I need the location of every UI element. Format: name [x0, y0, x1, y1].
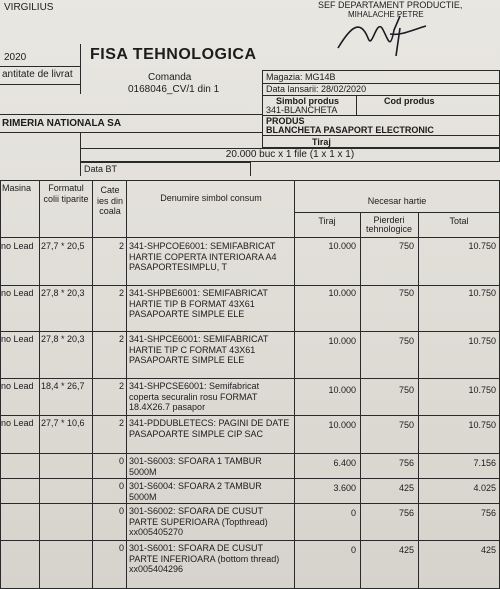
simbol-produs-label: Simbol produs [276, 96, 339, 106]
row-pierderi: 750 [398, 288, 414, 298]
row-tiraj: 10.000 [328, 336, 356, 346]
comanda-label: Comanda [148, 72, 192, 83]
col-denumire: Denumire simbol consum [160, 193, 262, 203]
department-label: SEF DEPARTAMENT PRODUCTIE, [318, 0, 463, 10]
produs-value: BLANCHETA PASAPORT ELECTRONIC [266, 125, 434, 135]
row-tiraj: 0 [350, 545, 356, 555]
row-denumire: 341-SHPCSE6001: Semifabricat coperta securalin rosu FORMAT 18.4X26.7 pasapor [129, 381, 260, 412]
row-pierderi: 750 [398, 420, 414, 430]
row-pierderi: 750 [398, 241, 414, 251]
row-masina: no Lead [1, 288, 34, 298]
row-total: 4.025 [473, 483, 496, 493]
row-total: 10.750 [468, 288, 496, 298]
comanda-value: 0168046_CV/1 din 1 [128, 84, 220, 95]
row-format: 18,4 * 26,7 [41, 381, 85, 391]
data-lansarii: Data lansarii: 28/02/2020 [266, 84, 367, 94]
row-cate: 0 [118, 506, 124, 516]
row-masina: no Lead [1, 381, 34, 391]
col-total: Total [449, 216, 469, 226]
row-cate: 0 [118, 481, 124, 491]
row-masina: no Lead [1, 241, 34, 251]
row-tiraj: 10.000 [328, 288, 356, 298]
row-total: 7.156 [473, 458, 496, 468]
data-bt: Data BT [84, 164, 118, 174]
client-name: RIMERIA NATIONALA SA [2, 118, 122, 129]
row-tiraj: 10.000 [328, 241, 356, 251]
signature-mark [330, 8, 440, 64]
row-cate: 2 [118, 381, 124, 391]
row-format: 27,7 * 10,6 [41, 418, 85, 428]
row-pierderi: 756 [398, 508, 414, 518]
row-format: 27,8 * 20,3 [41, 288, 85, 298]
row-total: 425 [480, 545, 496, 555]
row-format: 27,8 * 20,3 [41, 334, 85, 344]
row-cate: 2 [118, 334, 124, 344]
col-masina: Masina [2, 183, 32, 193]
row-denumire: 341-SHPCE6001: SEMIFABRICAT HARTIE TIP C FORMAT 43X61 PASAPOARTE SIMPLE ELE [129, 334, 269, 365]
company-name: VIRGILIUS [4, 2, 54, 13]
row-cate: 2 [118, 241, 124, 251]
row-pierderi: 425 [398, 483, 414, 493]
row-pierderi: 425 [398, 545, 414, 555]
row-tiraj: 3.600 [333, 483, 356, 493]
row-tiraj: 10.000 [328, 420, 356, 430]
row-denumire: 301-S6003: SFOARA 1 TAMBUR 5000M [129, 456, 262, 477]
row-masina: no Lead [1, 418, 34, 428]
row-total: 10.750 [468, 336, 496, 346]
row-tiraj: 10.000 [328, 385, 356, 395]
tiraj-value: 20.000 buc x 1 file (1 x 1 x 1) [225, 149, 355, 160]
row-cate: 0 [118, 456, 124, 466]
page-title: FISA TEHNOLOGICA [90, 46, 257, 63]
row-tiraj: 6.400 [333, 458, 356, 468]
col-cate: Cate ies din coala [96, 185, 123, 216]
row-total: 10.750 [468, 420, 496, 430]
row-denumire: 341-SHPCOE6001: SEMIFABRICAT HARTIE COPERTA INTERIOARA A4 PASAPORTESIMPLU, T [129, 241, 277, 272]
magazia: Magazia: MG14B [266, 72, 336, 82]
produs-label: PRODUS [266, 116, 305, 126]
cantitate-label: antitate de livrat [2, 69, 73, 80]
row-pierderi: 756 [398, 458, 414, 468]
row-total: 756 [480, 508, 496, 518]
col-format: Formatul colii tiparite [43, 183, 89, 204]
row-denumire: 301-S6001: SFOARA DE CUSUT PARTE INFERIOARA (bottom thread) xx005404296 [129, 543, 280, 574]
row-total: 10.750 [468, 241, 496, 251]
row-denumire: 301-S6004: SFOARA 2 TAMBUR 5000M [129, 481, 262, 502]
row-format: 27,7 * 20,5 [41, 241, 85, 251]
cod-produs-label: Cod produs [384, 96, 435, 106]
row-pierderi: 750 [398, 336, 414, 346]
row-masina: no Lead [1, 334, 34, 344]
row-tiraj: 0 [350, 508, 356, 518]
col-pierderi: Pierderi tehnologice [365, 215, 413, 234]
row-denumire: 301-S6002: SFOARA DE CUSUT PARTE SUPERIOARA (Topthread) xx005405270 [129, 506, 268, 537]
col-tiraj: Tiraj [318, 216, 336, 226]
col-necesar: Necesar hartie [367, 196, 427, 206]
signatory-name: MIHALACHE PETRE [348, 10, 424, 19]
row-cate: 2 [118, 418, 124, 428]
row-denumire: 341-PDDUBLETECS: PAGINI DE DATE PASAPOARTE SIMPLE CIP SAC [129, 418, 290, 439]
row-cate: 0 [118, 543, 124, 553]
tiraj-label: Tiraj [312, 137, 331, 147]
simbol-produs-value: 341-BLANCHETA [266, 105, 338, 115]
row-pierderi: 750 [398, 385, 414, 395]
row-cate: 2 [118, 288, 124, 298]
row-total: 10.750 [468, 385, 496, 395]
date-left: 2020 [4, 52, 27, 63]
row-denumire: 341-SHPBE6001: SEMIFABRICAT HARTIE TIP B FORMAT 43X61 PASAPOARTE SIMPLE ELE [129, 288, 268, 319]
